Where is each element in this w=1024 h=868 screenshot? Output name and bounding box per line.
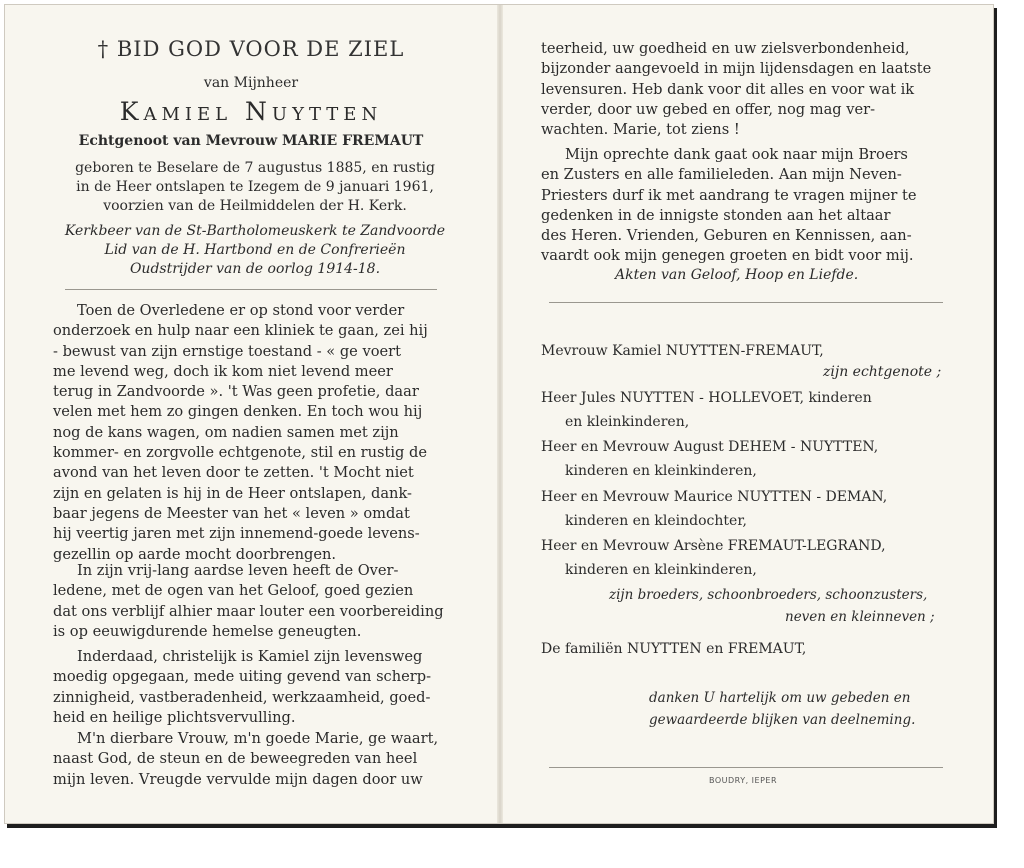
paragraph-5 [541,39,953,140]
text-line: des Heren. Vrienden, Geburen en Kennissen, aan- [541,227,912,245]
family-line: De familiën NUYTTEN en FREMAUT, [541,641,807,657]
family-line: neven en kleinneven ; [785,609,935,625]
family-line: en kleinkinderen, [565,414,690,430]
family-line: kinderen en kleinkinderen, [565,562,757,578]
family-line: Heer en Mevrouw August DEHEM - NUYTTEN, [541,439,879,455]
deceased-name: Kamiel Nuytten [119,97,383,126]
text-line: bijzonder aangevoeld in mijn lijdensdagen en laatste [541,60,932,78]
van-line: van Mijnheer [203,75,299,91]
prayer-title: † BID GOD VOOR DE ZIEL [97,37,405,61]
divider [549,767,943,768]
paragraph-1 [53,301,461,565]
family-line: Heer en Mevrouw Maurice NUYTTEN - DEMAN, [541,489,888,505]
printer-credit: BOUDRY, IEPER [709,776,778,785]
text-line: mijn leven. Vreugde vervulde mijn dagen door uw [53,770,423,788]
roles-block [45,222,465,279]
paragraph-2 [53,561,461,642]
thanks-line: danken U hartelijk om uw gebeden en [649,690,911,706]
card-fold [497,5,503,823]
text-line: me levend weg, doch ik kom niet levend meer [53,362,393,380]
birth-death-line: in de Heer ontslapen te Izegem de 9 januari 1961, [76,179,434,195]
text-line: terug in Zandvoorde ». 't Was geen profetie, daar [53,383,419,401]
birth-death-line: voorzien van de Heilmiddelen der H. Kerk. [103,198,407,214]
paragraph-4 [53,729,461,790]
text-line: dat ons verblijf alhier maar louter een voorbereiding [53,602,444,620]
birth-death-line: geboren te Beselare de 7 augustus 1885, en rustig [75,160,435,176]
text-line: heid en heilige plichtsvervulling. [53,708,296,726]
text-line: Mijn oprechte dank gaat ook naar mijn Broers [565,146,908,163]
text-line: - bewust van zijn ernstige toestand - « ge voert [53,342,401,360]
text-line: Inderdaad, christelijk is Kamiel zijn levensweg [77,648,423,665]
text-line: baar jegens de Meester van het « leven » omdat [53,504,410,522]
text-line: teerheid, uw goedheid en uw zielsverbondenheid, [541,40,910,57]
text-line: avond van het leven door te zetten. 't Mocht niet [53,464,414,482]
text-line: ledene, met de ogen van het Geloof, goed gezien [53,582,414,600]
text-line: velen met hem zo gingen denken. En toch wou hij [53,403,423,421]
text-line: wachten. Marie, tot ziens ! [541,121,740,139]
family-line: Heer en Mevrouw Arsène FREMAUT-LEGRAND, [541,538,886,554]
text-line: is op eeuwigdurende hemelse geneugten. [53,622,362,640]
text-line: naast God, de steun en de beweegreden van heel [53,750,418,768]
text-line: vaardt ook mijn genegen groeten en bidt voor mij. [541,247,914,265]
family-line: kinderen en kleinkinderen, [565,463,757,479]
memorial-card [4,4,994,824]
text-line: nog de kans wagen, om nadien samen met zijn [53,423,399,441]
text-line: en Zusters en alle familieleden. Aan mijn Neven- [541,166,902,184]
text-line: Priesters durf ik met aandrang te vragen mijner te [541,186,917,204]
role-line: Oudstrijder van de oorlog 1914-18. [129,261,381,277]
text-line: zinnigheid, vastberadenheid, werkzaamheid, goed- [53,688,431,706]
text-line: verder, door uw gebed en offer, nog mag ver- [541,100,876,118]
text-line: kommer- en zorgvolle echtgenote, stil en rustig de [53,444,427,462]
paragraph-3 [53,647,461,728]
text-line: onderzoek en hulp naar een kliniek te gaan, zei hij [53,322,428,340]
text-line: gezellin op aarde mocht doorbrengen. [53,545,337,563]
family-line: Mevrouw Kamiel NUYTTEN-FREMAUT, [541,343,824,359]
family-line: zijn broeders, schoonbroeders, schoonzusters, [609,587,928,603]
text-line: Toen de Overledene er op stond voor verder [77,302,405,319]
family-line: kinderen en kleindochter, [565,513,747,529]
text-line: gedenken in de innigste stonden aan het altaar [541,206,891,224]
text-line: M'n dierbare Vrouw, m'n goede Marie, ge waart, [77,730,439,747]
birth-death-block [49,159,461,216]
spouse-line: Echtgenoot van Mevrouw MARIE FREMAUT [78,133,424,149]
divider [65,289,437,290]
role-line: Kerkbeer van de St-Bartholomeuskerk te Zandvoorde [64,223,446,239]
role-line: Lid van de H. Hartbond en de Confrerieën [104,242,406,258]
text-line: In zijn vrij-lang aardse leven heeft de Over- [77,562,399,579]
text-line: zijn en gelaten is hij in de Heer ontslapen, dank- [53,484,412,502]
family-line: Heer Jules NUYTTEN - HOLLEVOET, kinderen [541,390,872,406]
family-line: zijn echtgenote ; [823,364,942,380]
thanks-line: gewaardeerde blijken van deelneming. [649,712,916,728]
text-line: moedig opgegaan, mede uiting gevend van scherp- [53,668,432,686]
divider [549,302,943,303]
paragraph-6 [541,145,953,267]
text-line: hij veertig jaren met zijn innemend-goede levens- [53,525,420,543]
acts-line: Akten van Geloof, Hoop en Liefde. [615,267,859,283]
text-line: levensuren. Heb dank voor dit alles en voor wat ik [541,80,915,98]
